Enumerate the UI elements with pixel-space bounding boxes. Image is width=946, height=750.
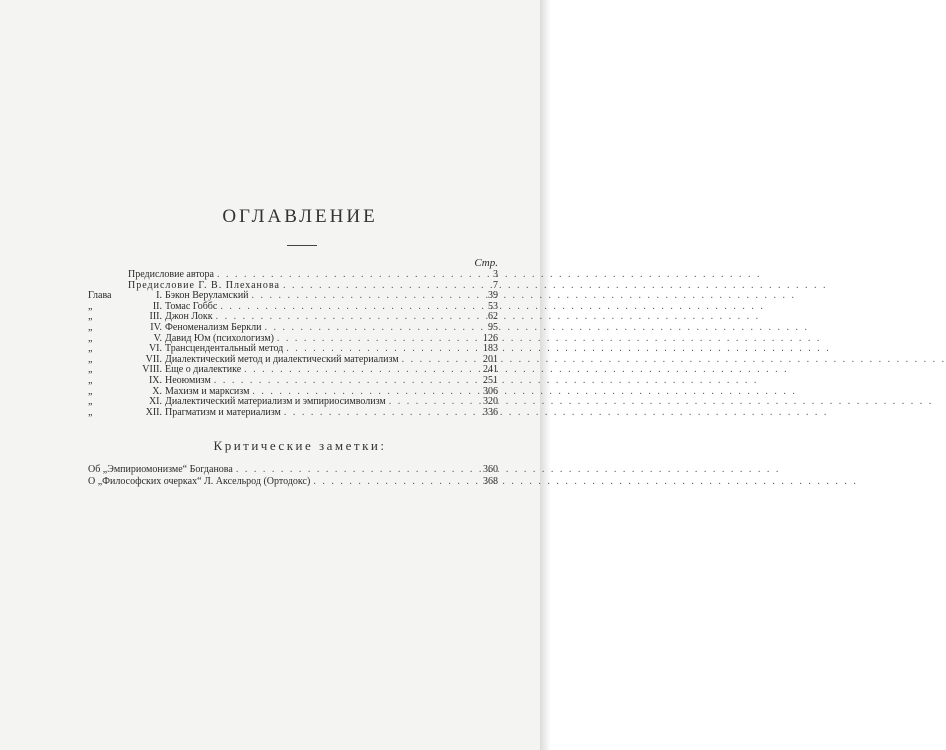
leader-dots <box>313 476 469 488</box>
chapter-page: 306 <box>483 385 498 397</box>
chapter-title: Давид Юм (психологизм) <box>165 332 274 344</box>
critical-entry-title: О „Философских очерках“ Л. Аксельрод (Ортодокс) <box>88 476 311 487</box>
chapter-numeral: VI. <box>148 343 162 355</box>
chapter-numeral: II. <box>152 300 162 312</box>
chapter-prefix: „ <box>88 332 93 344</box>
chapter-page: 39 <box>488 290 498 302</box>
chapter-prefix: „ <box>88 396 93 408</box>
chapter-numeral: X. <box>152 385 162 397</box>
chapter-numeral: VIII. <box>142 364 162 376</box>
chapter-title: Диалектический материализм и эмпириосимволизм <box>165 396 386 408</box>
page-column-header: Стр. <box>474 257 498 269</box>
title-rule <box>287 245 317 246</box>
chapter-page: 320 <box>483 396 498 408</box>
chapter-title: Диалектический метод и диалектический материализм <box>165 353 399 365</box>
chapter-numeral: XI. <box>148 396 162 408</box>
chapter-page: 126 <box>483 332 498 344</box>
chapter-prefix: „ <box>88 374 93 386</box>
toc-entry-title: Предисловие автора <box>128 269 214 280</box>
chapter-page: 62 <box>488 311 498 323</box>
chapter-prefix: Глава <box>88 290 112 302</box>
toc-entry-page: 3 <box>493 269 498 280</box>
chapter-page: 251 <box>483 374 498 386</box>
leader-dots <box>217 270 469 281</box>
chapter-page: 53 <box>488 300 498 312</box>
toc-entry-title: Предисловие Г. В. Плеханова <box>128 279 280 291</box>
leader-dots <box>214 376 469 387</box>
chapter-title: Неоюмизм <box>165 374 211 386</box>
chapter-title: Махизм и марксизм <box>165 385 250 397</box>
chapter-numeral: III. <box>149 311 162 323</box>
critical-notes-heading: Критические заметки: <box>213 438 387 453</box>
critical-notes-list <box>88 464 498 488</box>
critical-entry-page: 360 <box>483 464 498 475</box>
chapter-numeral: VII. <box>145 353 162 365</box>
chapter-page: 95 <box>488 321 498 333</box>
leader-dots <box>236 464 469 476</box>
chapter-page: 336 <box>483 406 498 418</box>
chapter-title: Трансцендентальный метод <box>165 343 284 355</box>
chapter-title: Феноменализм Беркли <box>165 321 262 333</box>
chapter-numeral: V. <box>153 332 162 344</box>
chapter-title: Томас Гоббс <box>165 300 218 312</box>
chapter-prefix: „ <box>88 300 93 312</box>
toc-chapter-row <box>88 376 498 387</box>
chapter-title: Еще о диалектике <box>165 364 242 376</box>
critical-entry <box>88 476 498 488</box>
toc-chapter-row <box>88 408 498 419</box>
chapter-numeral: IX. <box>148 374 162 386</box>
chapter-prefix: „ <box>88 364 93 376</box>
table-of-contents <box>88 256 498 418</box>
chapter-prefix: „ <box>88 406 93 418</box>
critical-entry-title: Об „Эмпириомонизме“ Богданова <box>88 464 233 475</box>
toc-front-entry <box>88 270 498 281</box>
toc-chapter-row <box>88 323 498 334</box>
leader-dots <box>265 323 469 334</box>
chapter-prefix: „ <box>88 321 93 333</box>
page-title: ОГЛАВЛЕНИЕ <box>222 206 378 227</box>
chapter-page: 183 <box>483 343 498 355</box>
chapter-page: 241 <box>483 364 498 376</box>
chapter-title: Джон Локк <box>165 311 213 323</box>
chapter-numeral: IV. <box>150 321 162 333</box>
chapter-title: Бэкон Веруламский <box>165 290 249 302</box>
chapter-prefix: „ <box>88 385 93 397</box>
chapter-numeral: I. <box>156 290 162 302</box>
chapter-prefix: „ <box>88 343 93 355</box>
toc-entry-page: 7 <box>493 279 498 291</box>
critical-entry <box>88 464 498 476</box>
critical-entry-page: 368 <box>483 476 498 487</box>
chapter-title: Прагматизм и материализм <box>165 406 281 418</box>
leader-dots <box>284 408 469 419</box>
chapter-prefix: „ <box>88 311 93 323</box>
chapter-page: 201 <box>483 353 498 365</box>
chapter-numeral: XII. <box>145 406 162 418</box>
chapter-prefix: „ <box>88 353 93 365</box>
